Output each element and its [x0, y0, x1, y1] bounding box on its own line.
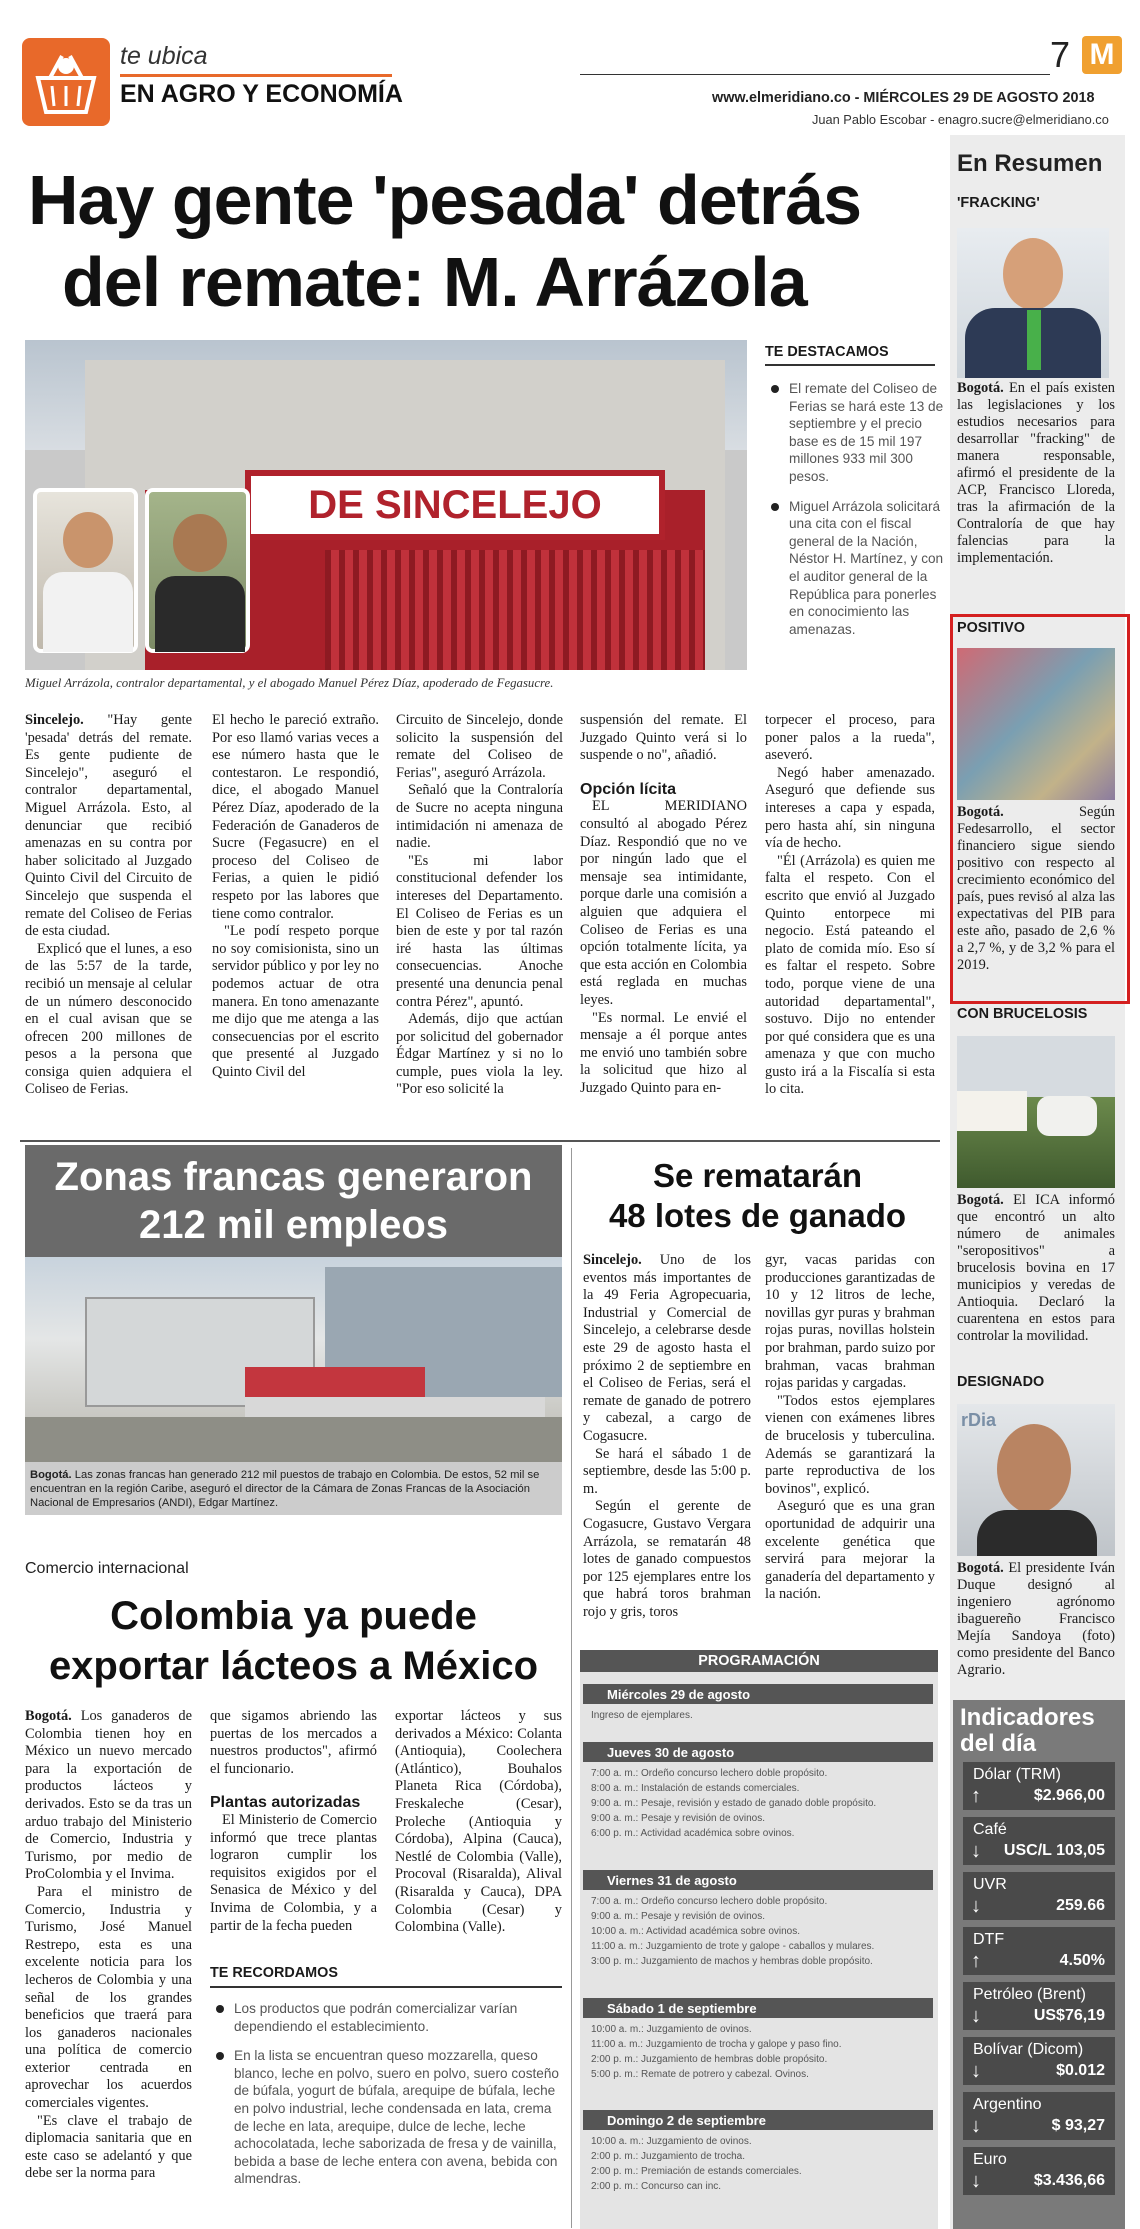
- recordamos-rule: [210, 1986, 562, 1988]
- zonas-photo: [25, 1257, 562, 1462]
- lotes-col-1: Sincelejo. Uno de los eventos más importantes de la 49 Feria Agropecuaria, Industrial y Comercial de Sincelejo, a celebrarse desde este 29 de agosto hasta el próximo 2 de septiembre en el Coliseo de Ferias, será el remate de ganado de potrero y cabezal, a cargo de Cogasucre. Se hará el sábado 1 de septiembre, desde las 5:00 p. m. Según el gerente de Cogasucre, Gustavo Vergara Arrázola, se rematarán 48 lotes de ganado compuestos por 125 ejemplares entre los que habrá toros brahman rojo y gris, toros: [583, 1252, 751, 1620]
- designado-text: Bogotá. El presidente Iván Duque designó al ingeniero agrónomo ibaguereño Francisco Mejía Sandoya (foto) como presidente del Banco Agrario.: [957, 1560, 1115, 1678]
- zonas-caption: Bogotá. Las zonas francas han generado 212 mil puestos de trabajo en Colombia. De estos, 52 mil se encuentran en la región Caribe, aseguró el director de la Cámara de Zonas Francas de la Asociación Nacional de Empresarios (ANDI), Edgar Martínez.: [30, 1469, 540, 1509]
- main-col-2: El hecho le pareció extraño. Por eso llamó varias veces a ese número hasta que le contestaron. Le respondió, dice, el abogado Manuel Pérez Díaz, apoderado de la Federación de Ganaderos de Sucre (Fegasucre) en el proceso del Coliseo de Ferias, a quien le pidió respeto por las labores que tiene como contralor. "Le podí respeto porque no soy comisionista, sino un servidor público y por ley no podemos actuar de otra manera. En tono amenazante me dijo que me atenga a las consecuencias por el escrito que presenté al Juzgado Quinto Civil del: [212, 712, 379, 1080]
- main-headline-2: del remate: M. Arrázola: [62, 243, 807, 321]
- portrait-perez: [145, 488, 250, 653]
- indicator-uvr: UVR ↓ 259.66: [963, 1872, 1115, 1920]
- prog-day-items: 7:00 a. m.: Ordeño concurso lechero doble propósito. 9:00 a. m.: Pesaje y revisión de ovinos. 10:00 a. m.: Actividad académica sobre ovinos. 11:00 a. m.: Juzgamiento de trote y galope - caballos y mulares. 3:00 p. m.: Juzgamiento de machos y hembras doble propósito.: [591, 1896, 875, 1967]
- indicator-bolivar: Bolívar (Dicom) ↓ $0.012: [963, 2037, 1115, 2085]
- resumen-title: En Resumen: [957, 150, 1103, 177]
- editor-line: Juan Pablo Escobar - enagro.sucre@elmeridiano.co: [812, 112, 1109, 127]
- page-number: 7: [1050, 34, 1071, 75]
- arrow-up-icon: ↑: [971, 1785, 981, 1807]
- prog-day-items: 7:00 a. m.: Ordeño concurso lechero doble propósito. 8:00 a. m.: Instalación de estands comerciales. 9:00 a. m.: Pesaje, revisión y estado de ganado doble propósito. 9:00 a. m.: Pesaje y revisión de ovinos. 6:00 p. m.: Actividad académica sobre ovinos.: [591, 1768, 877, 1839]
- brucelosis-photo: [957, 1036, 1115, 1188]
- indicator-argentino: Argentino ↓ $ 93,27: [963, 2092, 1115, 2140]
- lacteos-col-1: Bogotá. Los ganaderos de Colombia tienen hoy en México un nuevo mercado para la exportación de productos lácteos y derivados. Esto se da tras un arduo trabajo del Ministerio de Comercio, Industria y Turismo, por medio de ProColombia y el Invima. Para el ministro de Comercio, Industria y Turismo, José Manuel Restrepo, esta es una excelente noticia para los lecheros de Colombia y una señal de los grandes beneficios que traerá para los ganaderos nacionales una política de comercio exterior centrada en aprovechar los acuerdos comerciales vigentes. "Es clave el trabajo de diplomacia sanitaria que en este caso se adelantó y que debe ser la norma para: [25, 1708, 193, 2182]
- lacteos-col-3: exportar lácteos y sus derivados a México: Colanta (Antioquia), Coolechera (Atlántico), Bouhalos Planeta Rica (Córdoba), Freskaleche (Cesar), Proleche (Antioquia y Córdoba), Alpina (Cauca), Nestlé de Colombia (Valle), Procoval (Risaralda), Alival (Risaralda y Cauca), DPA Colombia (Cesar) y Colombina (Valle).: [395, 1708, 562, 1936]
- fracking-head: 'FRACKING': [957, 195, 1040, 211]
- designado-head: DESIGNADO: [957, 1374, 1045, 1390]
- section-logo: [22, 38, 110, 126]
- zonas-headline-1: Zonas francas generaron: [54, 1155, 533, 1199]
- arrow-down-icon: ↓: [971, 2115, 981, 2137]
- arrow-down-icon: ↓: [971, 2060, 981, 2082]
- prog-day-header: Domingo 2 de septiembre: [583, 2110, 933, 2130]
- main-col-4: suspensión del remate. El Juzgado Quinto verá si lo suspende o no", añadió. Opción lícita EL MERIDIANO consultó al abogado Pérez Díaz. Respondió que no ve por ningún lado que el mensaje sea intimidante, porque darle una comisión a alguien que adquiera el Coliseo de Ferias es una opción totalmente lícita, ya que esta acción en Colombia está reglada en muchas leyes. "Es normal. Le envié el mensaje a él porque antes me envió uno también sobre la solicitud que hizo al Juzgado Quinto para en-: [580, 712, 747, 1096]
- brucelosis-head: CON BRUCELOSIS: [957, 1006, 1088, 1022]
- indicadores-title-2: del día: [960, 1730, 1037, 1757]
- section-title: EN AGRO Y ECONOMÍA: [120, 80, 403, 108]
- indicadores-title-1: Indicadores: [960, 1704, 1095, 1731]
- indicator-cafe: Café ↓ USC/L 103,05: [963, 1817, 1115, 1865]
- arrow-down-icon: ↓: [971, 1840, 981, 1862]
- section-kicker: te ubica: [120, 42, 208, 70]
- destacamos-rule: [765, 364, 935, 366]
- zonas-headline-2: 212 mil empleos: [138, 1203, 449, 1247]
- positivo-photo: [957, 648, 1115, 800]
- lacteos-headline-2: exportar lácteos a México: [48, 1644, 539, 1688]
- programacion-title: PROGRAMACIÓN: [580, 1650, 938, 1672]
- recordamos-title: TE RECORDAMOS: [210, 1965, 338, 1981]
- coliseo-sign: DE SINCELEJO: [245, 470, 665, 540]
- positivo-text: Bogotá. Según Fedesarrollo, el sector financiero sigue siendo positivo con respecto al crecimiento económico del país, pues revisó al alza las expectativas del PIB para este año, pasado de 2,6 % a 2,7 %, y de 3,2 % para el 2019.: [957, 804, 1115, 973]
- destacamos-item: El remate del Coliseo de Ferias se hará este 13 de septiembre y el precio base es de 15 mil 197 millones 933 mil 300 pesos.: [765, 380, 945, 486]
- section-rule: [120, 74, 392, 77]
- main-photo-caption: Miguel Arrázola, contralor departamental, y el abogado Manuel Pérez Díaz, apoderado de Fegasucre.: [25, 676, 554, 690]
- main-col-1: Sincelejo. "Hay gente 'pesada' detrás del remate. Es gente pudiente de Sincelejo", aseguró el contralor departamental, Miguel Arrázola. Esto, al denunciar que recibió amenazas en su contra por haber solicitado al Juzgado Quinto Civil del Circuito de Sincelejo que suspenda el remate del Coliseo de Ferias de esta ciudad. Explicó que el lunes, a eso de las 5:57 de la tarde, recibió un mensaje al celular de un número desconocido en el cual avisan que se ofrecen 200 millones de pesos a la persona que consiga quien adquiera el Coliseo de Ferias.: [25, 712, 192, 1098]
- positivo-head: POSITIVO: [957, 620, 1025, 636]
- basket-icon: [22, 38, 110, 126]
- header-rule: [580, 74, 1050, 75]
- subhead-plantas: Plantas autorizadas: [210, 1794, 361, 1812]
- main-col-3: Circuito de Sincelejo, donde solicito la suspensión del remate del Coliseo de Ferias", aseguró Arrázola. Señaló que la Contraloría de Sucre no acepta ninguna intimidación ni amenaza de nadie. "Es mi labor constitucional defender los intereses del Departamento. El Coliseo de Ferias es un bien de este y por tal razón iré hasta las últimas consecuencias. Anoche presenté una denuncia penal contra Pérez", apuntó. Además, dijo que actúan por solicitud del gobernador Édgar Martínez y si no lo cumple, pues viola la ley. "Por eso solicité la: [396, 712, 563, 1098]
- arrow-down-icon: ↓: [971, 1895, 981, 1917]
- indicator-dtf: DTF ↑ 4.50%: [963, 1927, 1115, 1975]
- destacamos-item: Miguel Arrázola solicitará una cita con el fiscal general de la Nación, Néstor H. Martínez, y con el auditor general de la República para ponerles en conocimiento las amenazas.: [765, 498, 945, 639]
- prog-day-items: 10:00 a. m.: Juzgamiento de ovinos. 11:00 a. m.: Juzgamiento de trocha y galope y paso fino. 2:00 p. m.: Juzgamiento de hembras doble propósito. 5:00 p. m.: Remate de potrero y cabezal. Ovinos.: [591, 2024, 842, 2080]
- main-headline-1: Hay gente 'pesada' detrás: [28, 161, 862, 239]
- subhead-opcion-licita: Opción lícita: [580, 780, 677, 798]
- fracking-photo: [957, 228, 1109, 378]
- main-photo: [25, 340, 747, 670]
- arrow-up-icon: ↑: [971, 1950, 981, 1972]
- recordamos-item: En la lista se encuentran queso mozzarella, queso blanco, leche en polvo, suero en polvo, suero costeño de búfala, yogurt de búfala, arequipe de búfala, leche en polvo industrial, leche condensada en lata, crema de leche en lata, arequipe, dulce de leche, leche achocolatada, leche saborizada de fresa y de vainilla, bebida a base de leche entera con avena, bebida con almendras.: [210, 2047, 565, 2188]
- indicator-petroleo: Petróleo (Brent) ↓ US$76,19: [963, 1982, 1115, 2030]
- prog-day-items: 10:00 a. m.: Juzgamiento de ovinos. 2:00 p. m.: Juzgamiento de trocha. 2:00 p. m.: Premiación de estands comerciales. 2:00 p. m.: Concurso can inc.: [591, 2136, 802, 2192]
- lacteos-headline-1: Colombia ya puede: [110, 1594, 477, 1638]
- brucelosis-text: Bogotá. El ICA informó que encontró un alto número de animales "seropositivos" a brucelosis bovina en 17 municipios y veredas de Antioquia. Declaró la cuarentena en estos para controlar la movilidad.: [957, 1192, 1115, 1344]
- prog-day-header: Viernes 31 de agosto: [583, 1870, 933, 1890]
- indicator-dolar: Dólar (TRM) ↑ $2.966,00: [963, 1762, 1115, 1810]
- brand-logo: M: [1082, 36, 1122, 74]
- lacteos-col-2: que sigamos abriendo las puertas de los mercados a nuestros productos", afirmó el funcionario. Plantas autorizadas El Ministerio de Comercio informó que trece plantas lograron cumplir los requisitos exigidos por el Senasica de México y del Invima de Colombia, y a partir de la fecha pueden: [210, 1708, 377, 1934]
- prog-day-header: Miércoles 29 de agosto: [583, 1684, 933, 1704]
- lotes-headline-2: 48 lotes de ganado: [608, 1197, 907, 1234]
- main-col-5: torpecer el proceso, para poner palos a la rueda", aseveró. Negó haber amenazado. Aseguró que defiende sus intereses a capa y espada, pero hasta ahí, sin ninguna vía de hecho. "Él (Arrázola) es quien me falta el respeto. Con el escrito que envió al Juzgado Quinto entorpece mi negocio. Está pateando el plato de comida mío. Eso sí es faltar el respeto. Sobre todo, porque viene de una autoridad departamental", sostuvo. Dijo no entender por qué considera que es una amenaza y que con mucho gusto irá a la Fiscalía si esta lo cita.: [765, 712, 935, 1098]
- arrow-down-icon: ↓: [971, 2005, 981, 2027]
- designado-photo: rDia: [957, 1404, 1115, 1556]
- indicator-euro: Euro ↓ $3.436,66: [963, 2147, 1115, 2195]
- recordamos-item: Los productos que podrán comercializar varían dependiendo el establecimiento.: [210, 2000, 565, 2035]
- vertical-divider: [571, 1148, 572, 2228]
- lacteos-kicker: Comercio internacional: [25, 1560, 189, 1577]
- site-date: www.elmeridiano.co - MIÉRCOLES 29 DE AGOSTO 2018: [712, 90, 1095, 106]
- prog-day-header: Sábado 1 de septiembre: [583, 1998, 933, 2018]
- arrow-down-icon: ↓: [971, 2170, 981, 2192]
- section-divider: [20, 1140, 940, 1142]
- lotes-headline-1: Se rematarán: [652, 1157, 863, 1194]
- fracking-text: Bogotá. En el país existen las legislaciones y los estudios necesarios para desarrollar "fracking" de manera responsable, afirmó el presidente de la ACP, Francisco Lloreda, tras la afirmación de la Contraloría de que hay falencias para la implementación.: [957, 380, 1115, 566]
- destacamos-title: TE DESTACAMOS: [765, 344, 889, 360]
- portrait-arrazola: [33, 488, 138, 653]
- prog-day-header: Jueves 30 de agosto: [583, 1742, 933, 1762]
- lotes-col-2: gyr, vacas paridas con producciones garantizadas de 10 y 12 litros de leche, novillas gyr puras y brahman rojas puras, novillas holstein por brahman, pardo suizo por brahman, vacas brahman rojas paridas y cargadas. "Todos estos ejemplares vienen con exámenes libres de brucelosis y tuberculina. Además se garantizará la parte reproductiva de los bovinos", explicó. Aseguró que es una gran oportunidad de adquirir una excelente genética que servirá para mejorar la ganadería del departamento y la nación.: [765, 1252, 935, 1603]
- recordamos-list: [210, 2000, 565, 2196]
- destacamos-list: [765, 380, 945, 646]
- prog-day-items: Ingreso de ejemplares.: [591, 1710, 693, 1721]
